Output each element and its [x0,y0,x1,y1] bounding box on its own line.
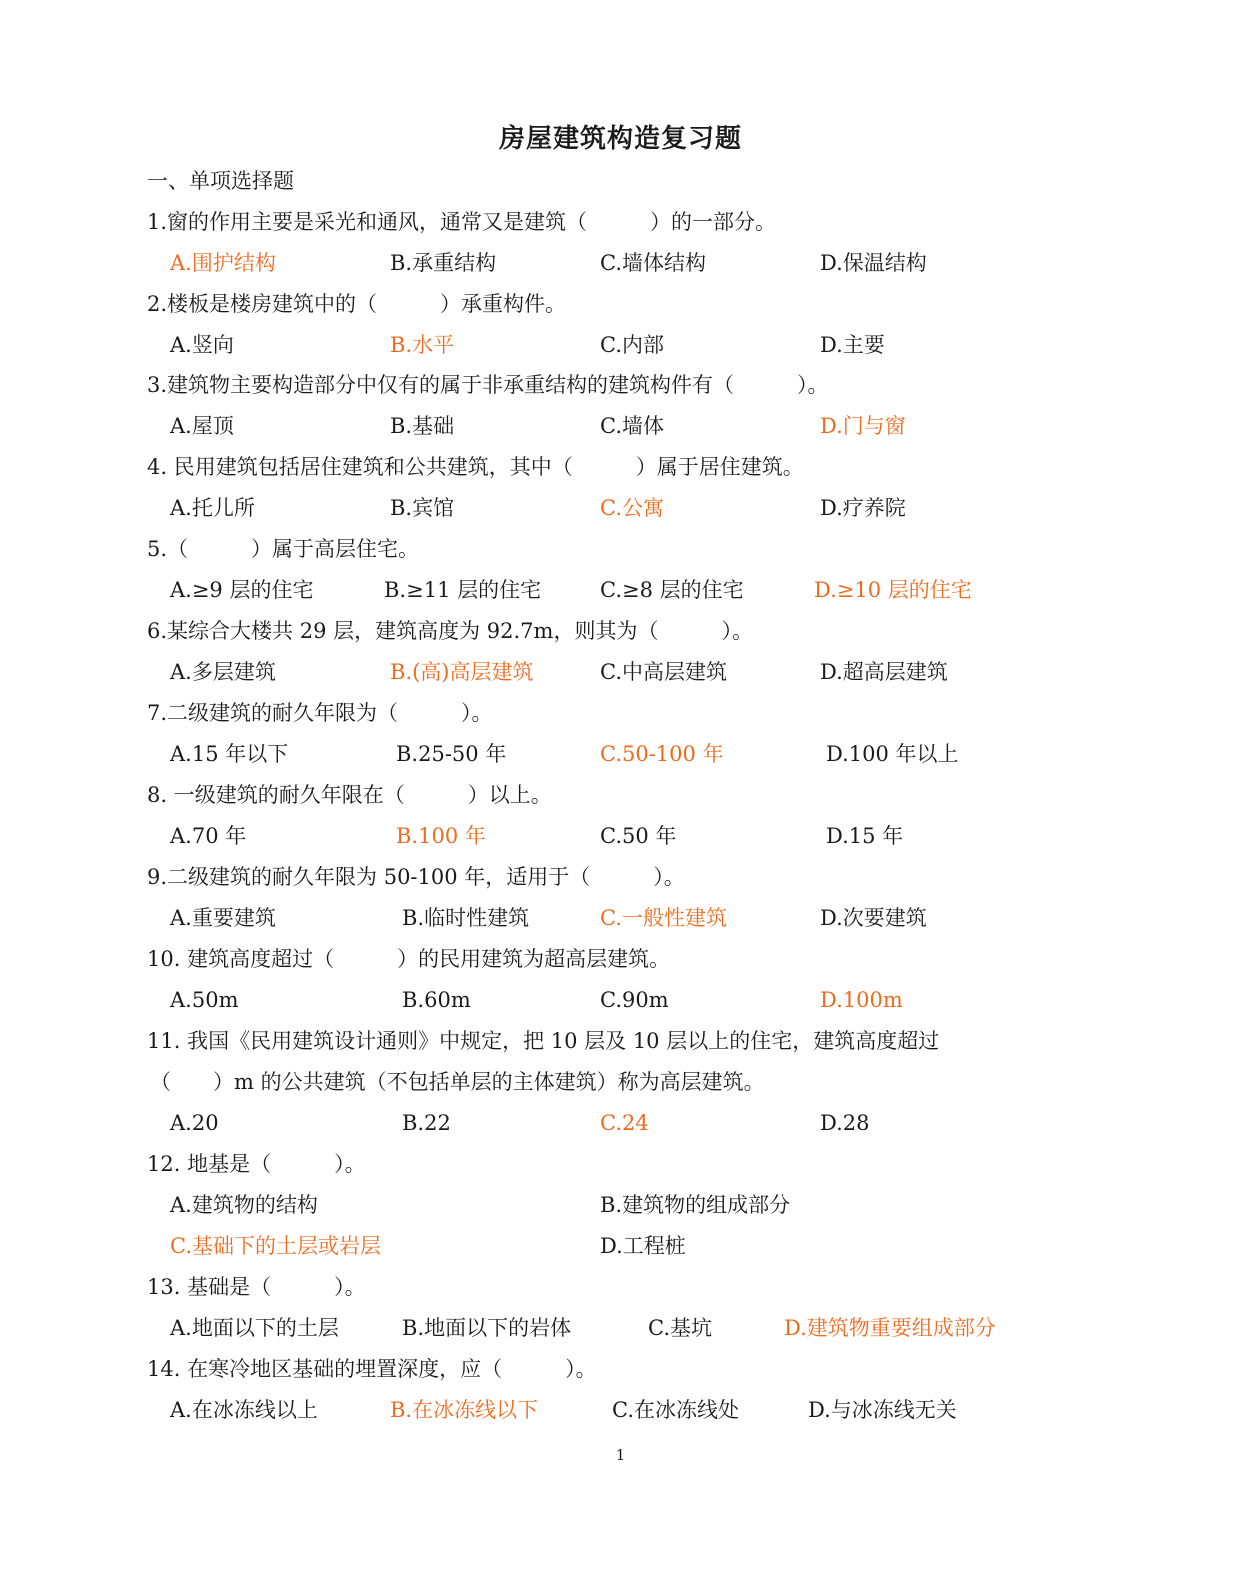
question-5-option-d: D.≥10 层的住宅 [814,578,972,602]
question-5-option-c: C.≥8 层的住宅 [600,578,744,602]
question-3-stem: 3.建筑物主要构造部分中仅有的属于非承重结构的建筑构件有（ ）。 [147,373,829,397]
question-12-option-a: A.建筑物的结构 [170,1193,318,1217]
question-4-stem: 4. 民用建筑包括居住建筑和公共建筑，其中（ ）属于居住建筑。 [147,455,804,479]
question-8-option-c: C.50 年 [600,824,677,848]
question-2-option-c: C.内部 [600,333,664,357]
question-9-option-d: D.次要建筑 [820,906,927,930]
question-10-option-b: B.60m [402,988,471,1012]
page-title: 房屋建筑构造复习题 [498,124,742,154]
question-2-option-d: D.主要 [820,333,885,357]
question-7-option-d: D.100 年以上 [826,742,959,766]
question-14-stem: 14. 在寒冷地区基础的埋置深度，应（ ）。 [147,1357,597,1381]
question-14-option-c: C.在冰冻线处 [612,1398,739,1422]
question-9-stem: 9.二级建筑的耐久年限为 50-100 年，适用于（ ）。 [147,865,685,889]
question-14-option-a: A.在冰冻线以上 [170,1398,318,1422]
question-3-option-a: A.屋顶 [170,414,234,438]
question-3-option-b: B.基础 [390,414,455,438]
question-10-option-a: A.50m [170,988,239,1012]
question-11-stem-continued: （ ）m 的公共建筑（不包括单层的主体建筑）称为高层建筑。 [150,1070,765,1094]
question-13-option-b: B.地面以下的岩体 [402,1316,572,1340]
question-11-option-d: D.28 [820,1111,870,1135]
question-13-stem: 13. 基础是（ ）。 [147,1275,366,1299]
question-8-stem: 8. 一级建筑的耐久年限在（ ）以上。 [147,783,552,807]
question-9-option-c: C.一般性建筑 [600,906,727,930]
question-1-option-d: D.保温结构 [820,251,927,275]
question-7-option-a: A.15 年以下 [170,742,289,766]
question-7-option-b: B.25-50 年 [396,742,507,766]
question-8-option-b: B.100 年 [396,824,486,848]
question-11-stem: 11. 我国《民用建筑设计通则》中规定，把 10 层及 10 层以上的住宅，建筑高度超过 [147,1029,940,1053]
question-1-stem: 1.窗的作用主要是采光和通风，通常又是建筑（ ）的一部分。 [147,210,777,234]
question-14-option-d: D.与冰冻线无关 [808,1398,957,1422]
question-14-option-b: B.在冰冻线以下 [390,1398,539,1422]
question-1-option-a: A.围护结构 [170,251,276,275]
section-heading: 一、单项选择题 [147,169,294,193]
question-12-option-d: D.工程桩 [600,1234,686,1258]
question-13-option-c: C.基坑 [648,1316,712,1340]
question-13-option-a: A.地面以下的土层 [170,1316,339,1340]
question-5-option-b: B.≥11 层的住宅 [384,578,542,602]
question-8-option-a: A.70 年 [170,824,247,848]
question-12-option-b: B.建筑物的组成部分 [600,1193,791,1217]
question-4-option-d: D.疗养院 [820,496,906,520]
question-9-option-a: A.重要建筑 [170,906,276,930]
question-6-option-d: D.超高层建筑 [820,660,948,684]
question-13-option-d: D.建筑物重要组成部分 [784,1316,996,1340]
question-2-option-b: B.水平 [390,333,455,357]
question-11-option-a: A.20 [170,1111,219,1135]
question-10-option-d: D.100m [820,988,903,1012]
question-11-option-c: C.24 [600,1111,649,1135]
question-12-stem: 12. 地基是（ ）。 [147,1152,366,1176]
question-3-option-d: D.门与窗 [820,414,906,438]
question-6-stem: 6.某综合大楼共 29 层，建筑高度为 92.7m，则其为（ ）。 [147,619,753,643]
question-4-option-a: A.托儿所 [170,496,255,520]
question-1-option-c: C.墙体结构 [600,251,706,275]
question-1-option-b: B.承重结构 [390,251,497,275]
question-11-option-b: B.22 [402,1111,451,1135]
question-6-option-c: C.中高层建筑 [600,660,727,684]
question-6-option-b: B.(高)高层建筑 [390,660,534,684]
question-12-option-c: C.基础下的土层或岩层 [170,1234,381,1258]
question-9-option-b: B.临时性建筑 [402,906,530,930]
question-10-stem: 10. 建筑高度超过（ ）的民用建筑为超高层建筑。 [147,947,671,971]
question-2-option-a: A.竖向 [170,333,234,357]
question-4-option-c: C.公寓 [600,496,664,520]
page-number: 1 [615,1446,626,1464]
question-3-option-c: C.墙体 [600,414,664,438]
question-7-stem: 7.二级建筑的耐久年限为（ ）。 [147,701,493,725]
question-7-option-c: C.50-100 年 [600,742,724,766]
question-6-option-a: A.多层建筑 [170,660,276,684]
question-5-option-a: A.≥9 层的住宅 [170,578,314,602]
question-2-stem: 2.楼板是楼房建筑中的（ ）承重构件。 [147,292,567,316]
question-4-option-b: B.宾馆 [390,496,455,520]
question-5-stem: 5.（ ）属于高层住宅。 [147,537,420,561]
question-10-option-c: C.90m [600,988,669,1012]
question-8-option-d: D.15 年 [826,824,904,848]
